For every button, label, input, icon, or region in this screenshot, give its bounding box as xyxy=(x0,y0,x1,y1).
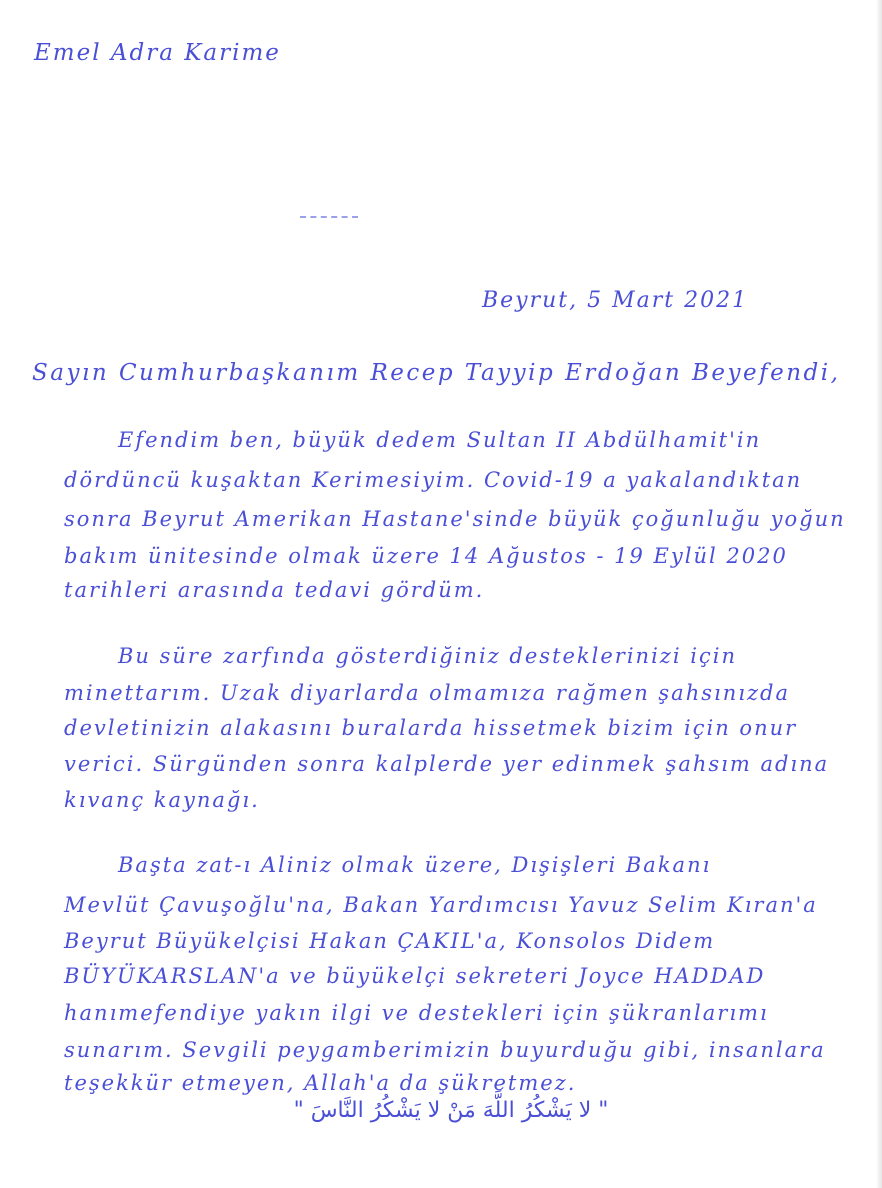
paragraph-1-line: Efendim ben, büyük dedem Sultan II Abdülhamit'in xyxy=(118,428,762,452)
paragraph-1-line: bakım ünitesinde olmak üzere 14 Ağustos - 19 Eylül 2020 xyxy=(64,544,788,568)
arabic-quote: " لا يَشْكُرُ اللَّهَ مَنْ لا يَشْكُرُ النَّاسَ " xyxy=(293,1098,609,1123)
place-date: Beyrut, 5 Mart 2021 xyxy=(482,288,749,313)
paragraph-2-line: verici. Sürgünden sonra kalplerde yer edinmek şahsım adına xyxy=(64,752,830,776)
paragraph-2-line: minettarım. Uzak diyarlarda olmamıza rağmen şahsınızda xyxy=(64,681,790,705)
paragraph-1-line: sonra Beyrut Amerikan Hastane'sinde büyük çoğunluğu yoğun xyxy=(64,507,846,531)
paragraph-3-line: Başta zat-ı Aliniz olmak üzere, Dışişleri Bakanı xyxy=(118,853,712,877)
paragraph-3-line: sunarım. Sevgili peygamberimizin buyurduğu gibi, insanlara xyxy=(64,1038,826,1062)
paragraph-3-line: Mevlüt Çavuşoğlu'na, Bakan Yardımcısı Yavuz Selim Kıran'a xyxy=(64,893,818,917)
paragraph-1-line: dördüncü kuşaktan Kerimesiyim. Covid-19 a yakalandıktan xyxy=(64,468,803,492)
paragraph-2-line: devletinizin alakasını buralarda hissetmek bizim için onur xyxy=(64,716,798,740)
paragraph-3-line: hanımefendiye yakın ilgi ve destekleri için şükranlarımı xyxy=(64,1001,769,1025)
paragraph-3-line: Beyrut Büyükelçisi Hakan ÇAKIL'a, Konsolos Didem xyxy=(64,929,716,953)
paragraph-3-line: BÜYÜKARSLAN'a ve büyükelçi sekreteri Joyce HADDAD xyxy=(64,964,766,988)
paragraph-3-line: teşekkür etmeyen, Allah'a da şükretmez. xyxy=(64,1071,577,1095)
pen-mark xyxy=(300,216,358,220)
paragraph-2-line: Bu süre zarfında gösterdiğiniz desteklerinizi için xyxy=(118,644,737,668)
paragraph-1-line: tarihleri arasında tedavi gördüm. xyxy=(64,578,485,602)
sender-name: Emel Adra Karime xyxy=(34,40,281,66)
paragraph-2-line: kıvanç kaynağı. xyxy=(64,788,260,812)
salutation: Sayın Cumhurbaşkanım Recep Tayyip Erdoğan Beyefendi, xyxy=(32,360,841,386)
